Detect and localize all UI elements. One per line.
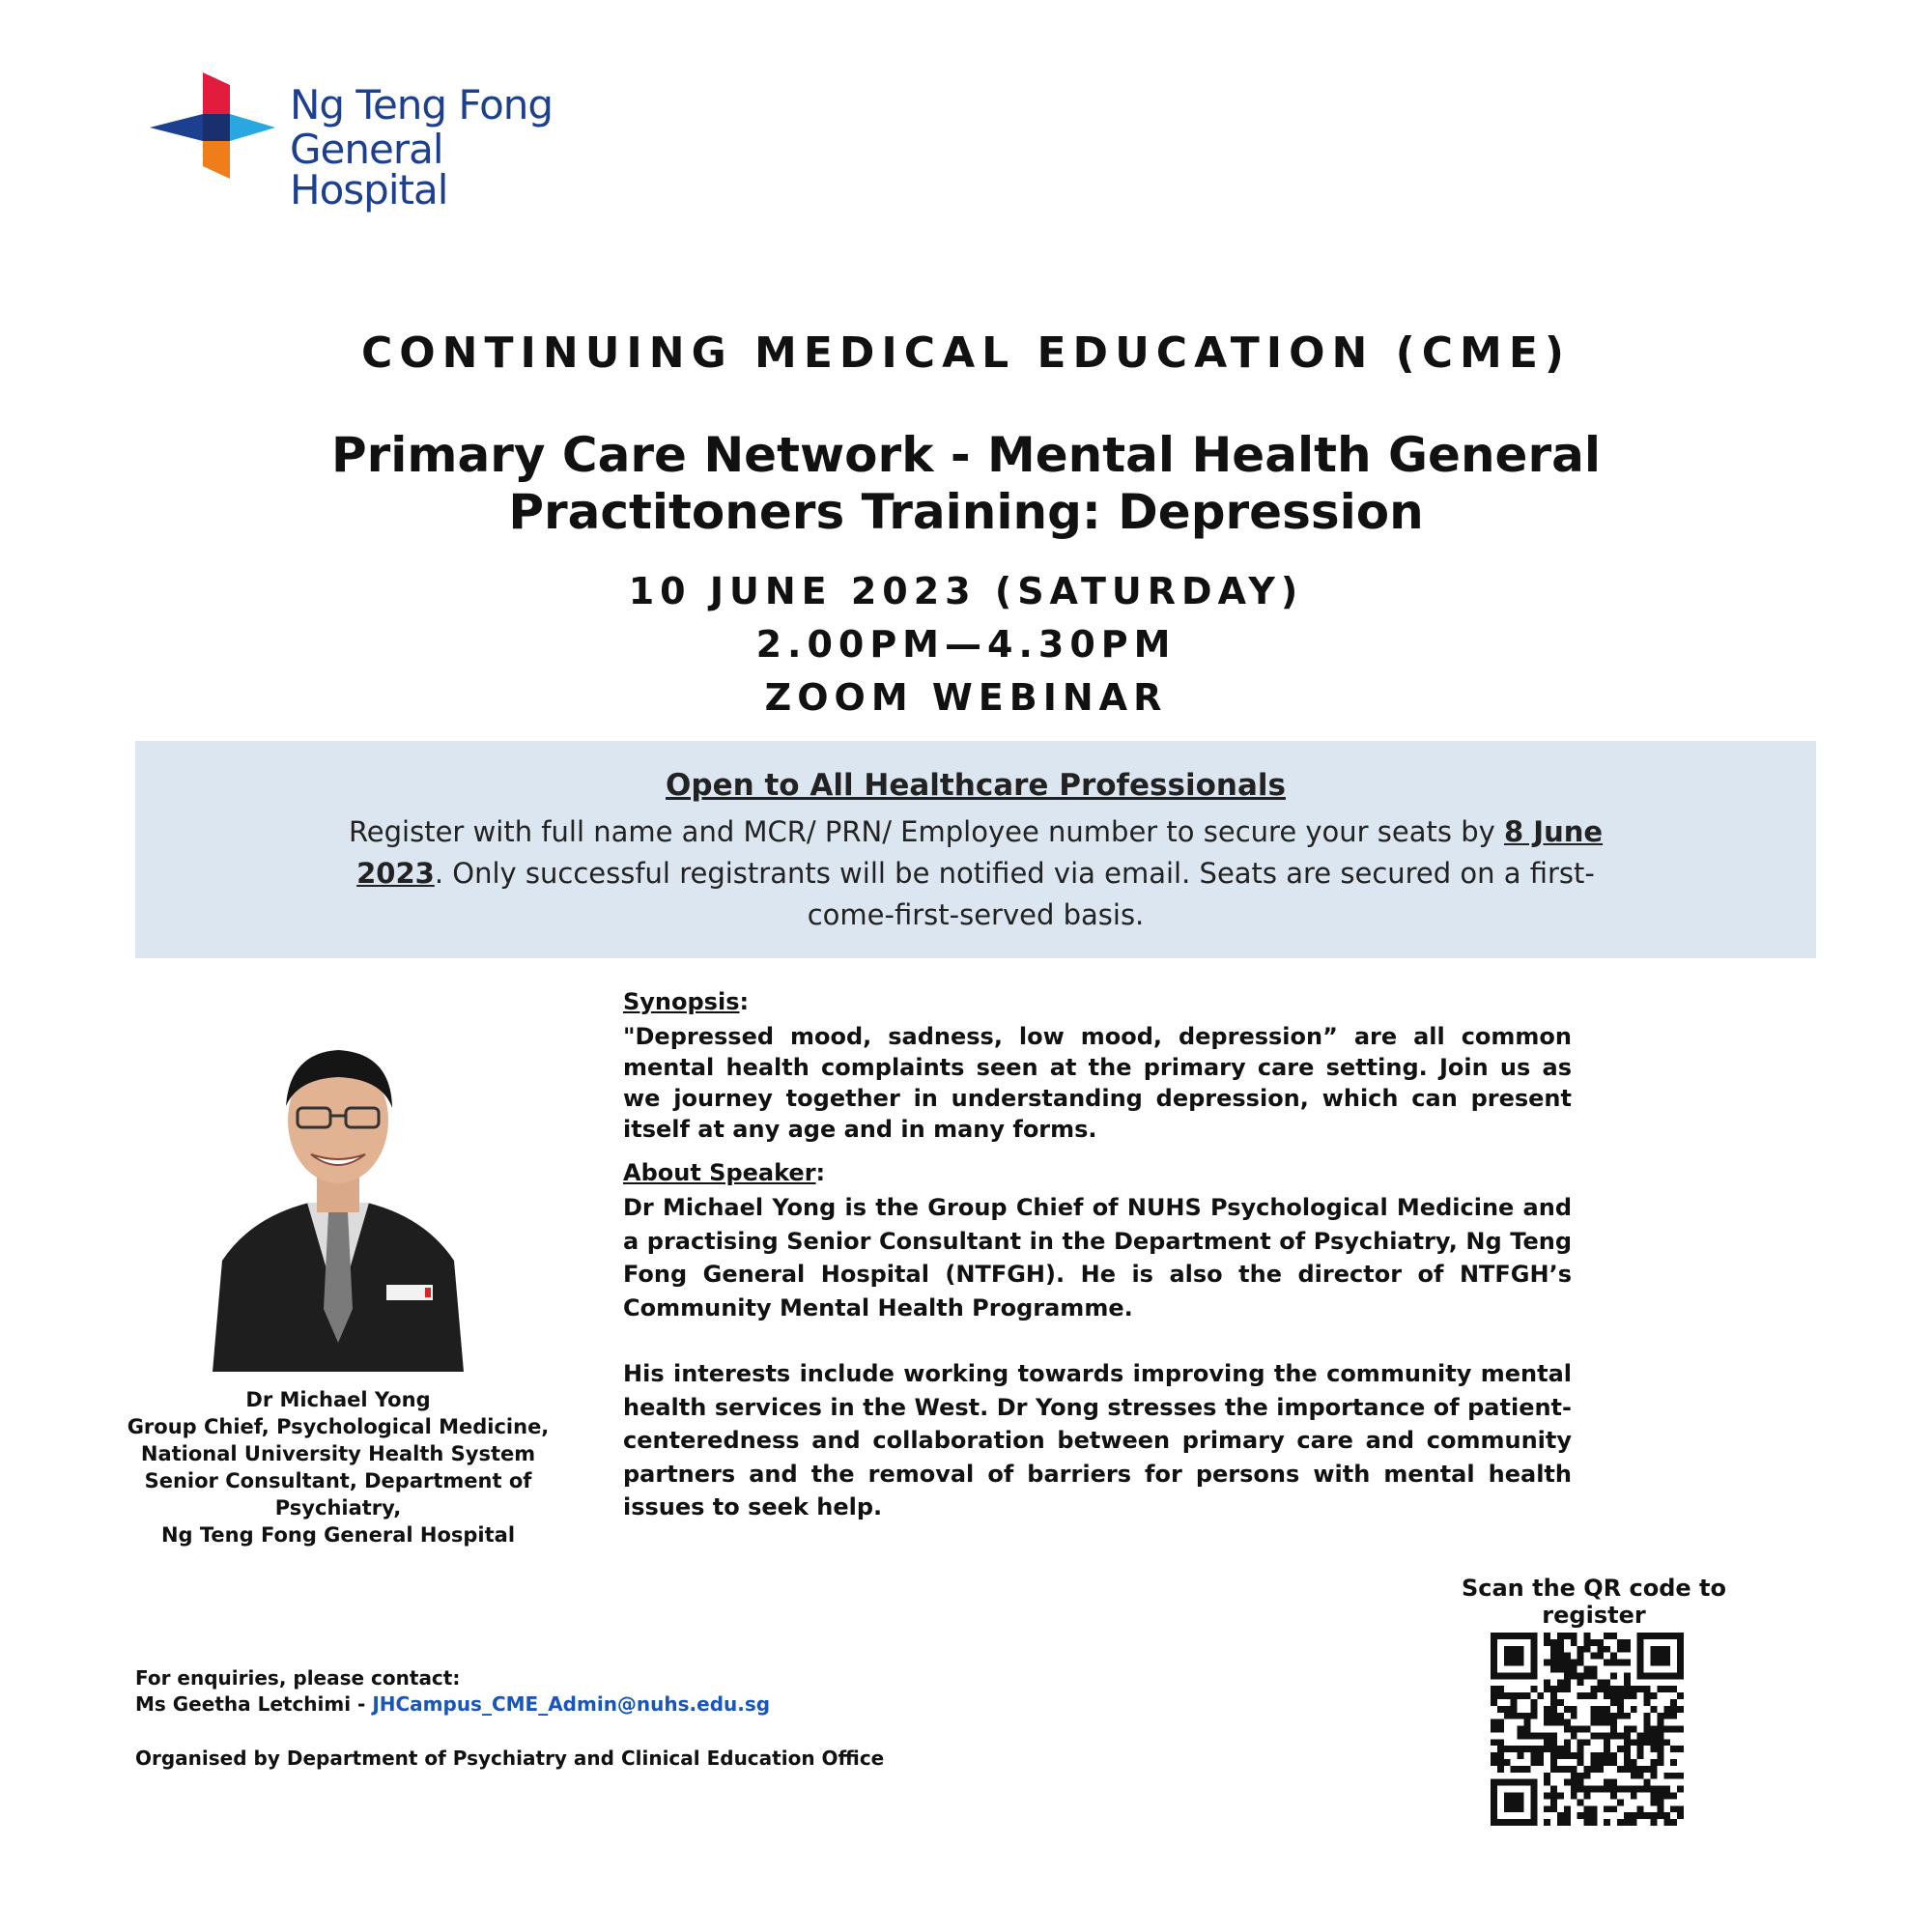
cme-title: CONTINUING MEDICAL EDUCATION (CME) [360,328,1572,378]
about-paragraph-2: His interests include working towards improving the community mental health services in the West. Dr Yong stresses the importance of patient-centeredness and collaboration between primary care and community partners and the removal of barriers for persons with mental health issues to seek help. [623,1360,1572,1520]
registration-box [135,741,1816,958]
about-heading: About Speaker: [623,1159,826,1186]
speaker-caption [87,1386,589,1548]
synopsis-heading-text: Synopsis [623,988,740,1015]
enquiries-contact [135,1692,770,1716]
organiser-text: Organised by Department of Psychiatry and Clinical Education Office [135,1747,885,1770]
qr-code-icon[interactable] [1491,1633,1684,1826]
event-time: 2.00PM—4.30PM [755,623,1177,666]
qr-label: Scan the QR code to register [1461,1575,1727,1629]
enquiries-label: For enquiries, please contact: [135,1666,461,1690]
speaker-role1: Group Chief, Psychological Medicine, [127,1415,550,1438]
synopsis-text: "Depressed mood, sadness, low mood, depression” are all common mental health complaints seen at the primary care setting. Join us as we journey together in understanding depression, which can present itself at any age and in many forms. [623,1023,1572,1143]
speaker-role2: Senior Consultant, Department of Psychiatry, [144,1469,532,1520]
about-heading-text: About Speaker [623,1159,816,1186]
event-venue: ZOOM WEBINAR [764,676,1168,719]
hospital-logo [145,68,609,213]
speaker-name: Dr Michael Yong [245,1388,431,1411]
registration-text-after: . Only successful registrants will be notified via email. Seats are secured on a first-come-first-served basis. [434,857,1595,931]
speaker-photo [193,1019,483,1372]
logo-text-line2: General Hospital [290,126,448,213]
course-title: Primary Care Network - Mental Health General Practitoners Training: Depression [330,427,1601,540]
synopsis-heading: Synopsis: [623,988,750,1015]
registration-text [319,811,1633,936]
logo-text-line1: Ng Teng Fong [290,81,554,128]
speaker-org1: National University Health System [140,1442,536,1465]
registration-deadline: 8 June 2023 [356,815,1604,890]
registration-heading: Open to All Healthcare Professionals [666,768,1286,803]
contact-email-link[interactable]: JHCampus_CME_Admin@nuhs.edu.sg [372,1692,771,1716]
event-date: 10 JUNE 2023 (SATURDAY) [628,570,1304,612]
hospital-logo-mark-icon [145,68,280,193]
registration-text-before: Register with full name and MCR/ PRN/ Employee number to secure your seats by [348,815,1505,848]
contact-name: Ms Geetha Letchimi - [135,1692,373,1716]
speaker-org2: Ng Teng Fong General Hospital [160,1523,516,1547]
about-paragraph-1: Dr Michael Yong is the Group Chief of NUHS Psychological Medicine and a practising Senior Consultant in the Department of Psychiatry, Ng Teng Fong General Hospital (NTFGH). He is also the director of NTFGH’s Community Mental Health Programme. [623,1194,1572,1321]
